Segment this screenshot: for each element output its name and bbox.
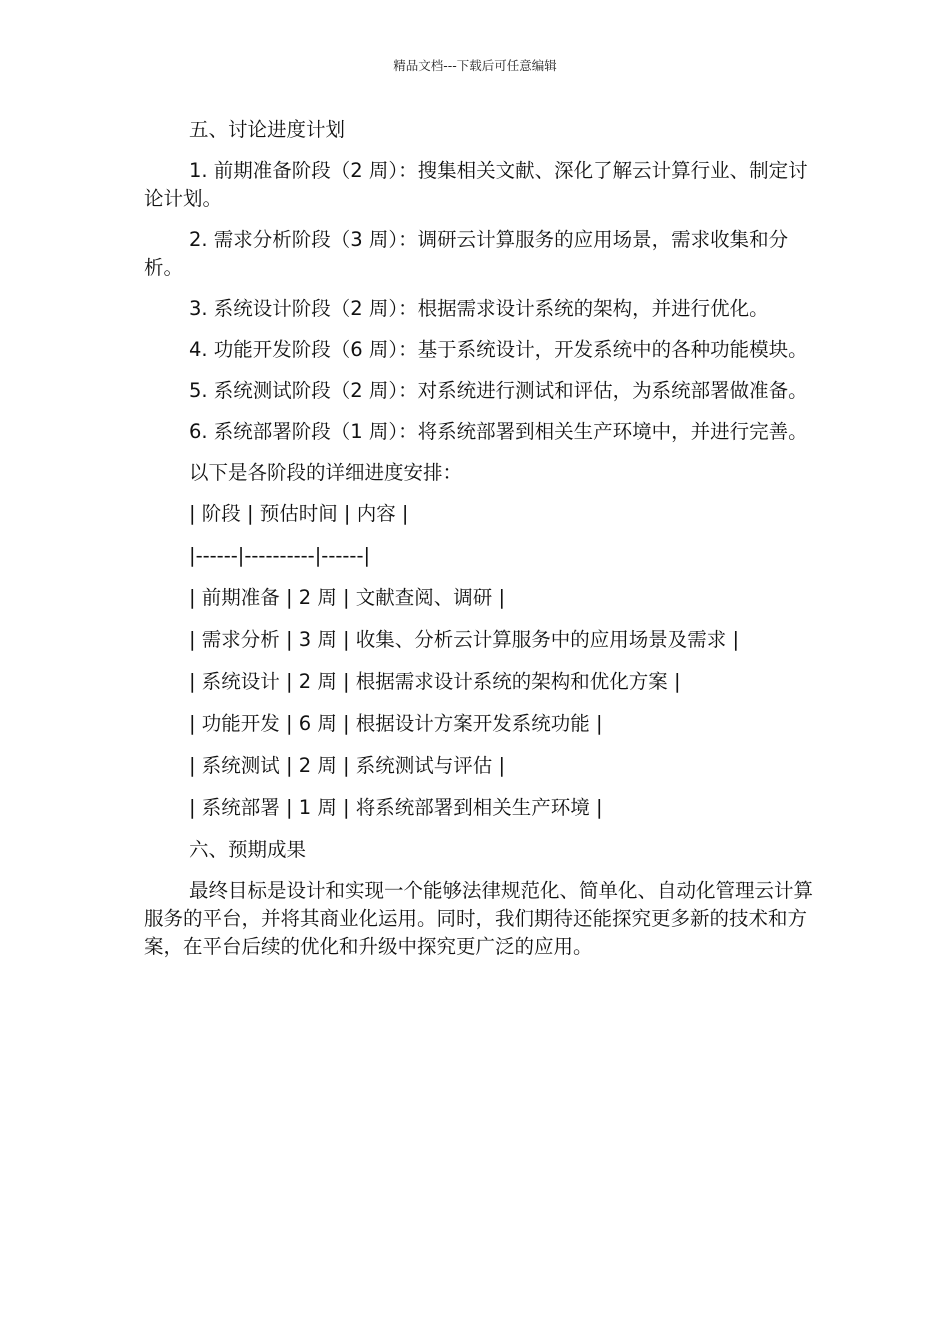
- schedule-item-3: 3. 系统设计阶段（2 周）：根据需求设计系统的架构，并进行优化。: [189, 297, 769, 320]
- schedule-item-5: 5. 系统测试阶段（2 周）：对系统进行测试和评估，为系统部署做准备。: [189, 379, 808, 402]
- document-body: [144, 116, 819, 974]
- outcomes-body: 最终目标是设计和实现一个能够法律规范化、简单化、自动化管理云计算服务的平台，并将其商业化运用。同时，我们期待还能探究更多新的技术和方案，在平台后续的优化和升级中探究更广泛的应用。: [144, 879, 814, 958]
- table-separator-row: |------|----------|------|: [189, 544, 371, 567]
- schedule-item-2: 2. 需求分析阶段（3 周）：调研云计算服务的应用场景，需求收集和分析。: [144, 228, 789, 279]
- section-title-outcomes: 六、预期成果: [189, 838, 307, 861]
- table-row: | 需求分析 | 3 周 | 收集、分析云计算服务中的应用场景及需求 |: [189, 628, 740, 651]
- table-row: | 系统部署 | 1 周 | 将系统部署到相关生产环境 |: [189, 796, 603, 819]
- table-row: | 系统测试 | 2 周 | 系统测试与评估 |: [189, 754, 506, 777]
- page-header: 精品文档---下载后可任意编辑: [393, 58, 557, 73]
- schedule-item-6: 6. 系统部署阶段（1 周）：将系统部署到相关生产环境中，并进行完善。: [189, 420, 808, 443]
- schedule-item-4: 4. 功能开发阶段（6 周）：基于系统设计，开发系统中的各种功能模块。: [189, 338, 808, 361]
- section-title-schedule: 五、讨论进度计划: [189, 118, 346, 141]
- table-header-row: | 阶段 | 预估时间 | 内容 |: [189, 502, 409, 525]
- table-row: | 前期准备 | 2 周 | 文献查阅、调研 |: [189, 586, 506, 609]
- schedule-item-1: 1. 前期准备阶段（2 周）：搜集相关文献、深化了解云计算行业、制定讨论计划。: [144, 159, 808, 210]
- table-row: | 功能开发 | 6 周 | 根据设计方案开发系统功能 |: [189, 712, 603, 735]
- schedule-table-intro: 以下是各阶段的详细进度安排：: [189, 461, 463, 484]
- table-row: | 系统设计 | 2 周 | 根据需求设计系统的架构和优化方案 |: [189, 670, 681, 693]
